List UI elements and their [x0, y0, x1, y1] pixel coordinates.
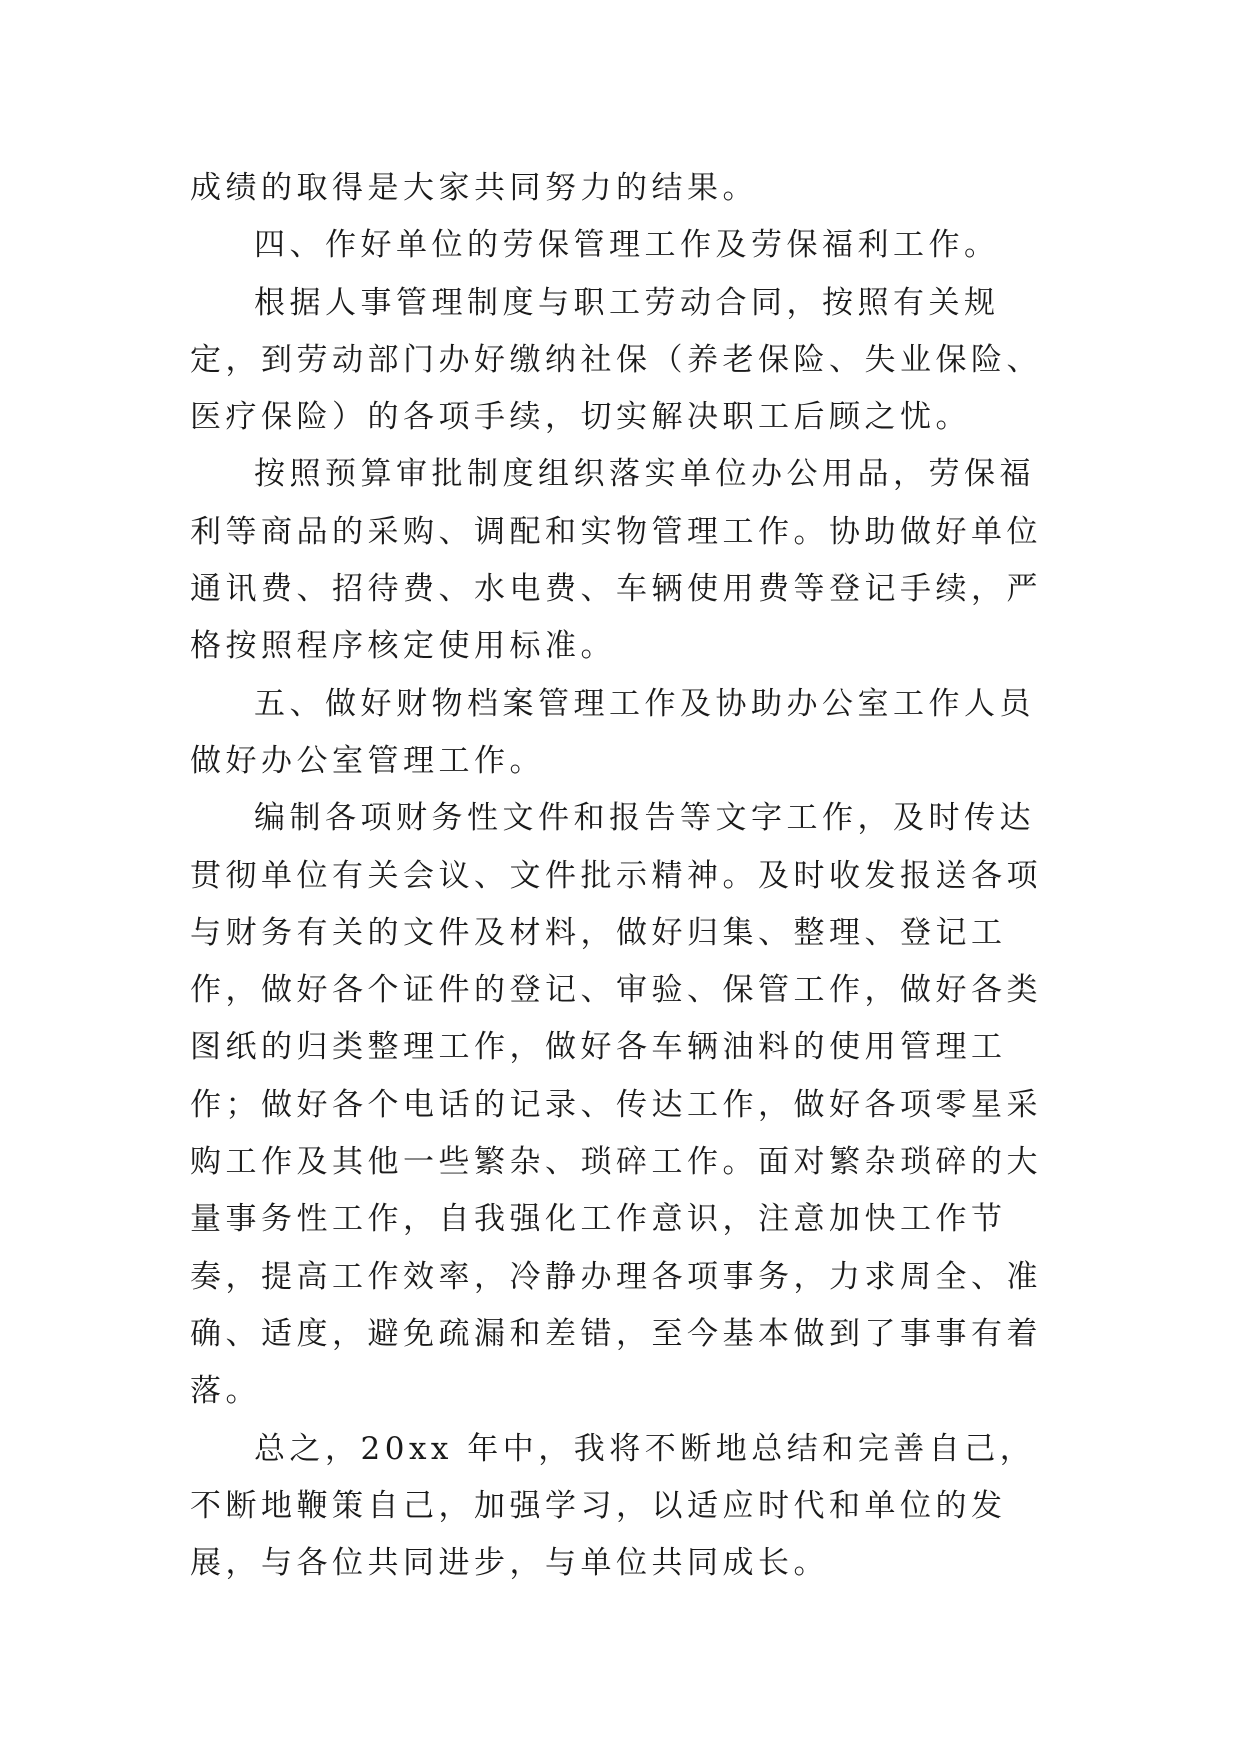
section-heading-4: 四、作好单位的劳保管理工作及劳保福利工作。: [254, 227, 1000, 264]
paragraph-3: 根据人事管理制度与职工劳动合同，按照有关规定，到劳动部门办好缴纳社保（养老保险、失业保险、医疗保险）的各项手续，切实解决职工后顾之忧。: [190, 284, 1042, 436]
document-body: [190, 160, 1060, 1592]
section-heading-5: 五、做好财物档案管理工作及协助办公室工作人员做好办公室管理工作。: [190, 685, 1035, 779]
paragraph-4: 按照预算审批制度组织落实单位办公用品，劳保福利等商品的采购、调配和实物管理工作。协助做好单位通讯费、招待费、水电费、车辆使用费等登记手续，严格按照程序核定使用标准。: [190, 456, 1042, 665]
paragraph-7: 总之，20xx 年中，我将不断地总结和完善自己，不断地鞭策自己，加强学习，以适应时代和单位的发展，与各位共同进步，与单位共同成长。: [190, 1430, 1036, 1582]
paragraph-1: 成绩的取得是大家共同努力的结果。: [190, 170, 758, 206]
paragraph-6: 编制各项财务性文件和报告等文字工作，及时传达贯彻单位有关会议、文件批示精神。及时收发报送各项与财务有关的文件及材料，做好归集、整理、登记工作，做好各个证件的登记、审验、保管工作，做好各类图纸的归类整理工作，做好各车辆油料的使用管理工作；做好各个电话的记录、传达工作，做好各项零星采购工作及其他一些繁杂、琐碎工作。面对繁杂琐碎的大量事务性工作，自我强化工作意识，注意加快工作节奏，提高工作效率，冷静办理各项事务，力求周全、准确、适度，避免疏漏和差错，至今基本做到了事事有着落。: [190, 800, 1042, 1410]
